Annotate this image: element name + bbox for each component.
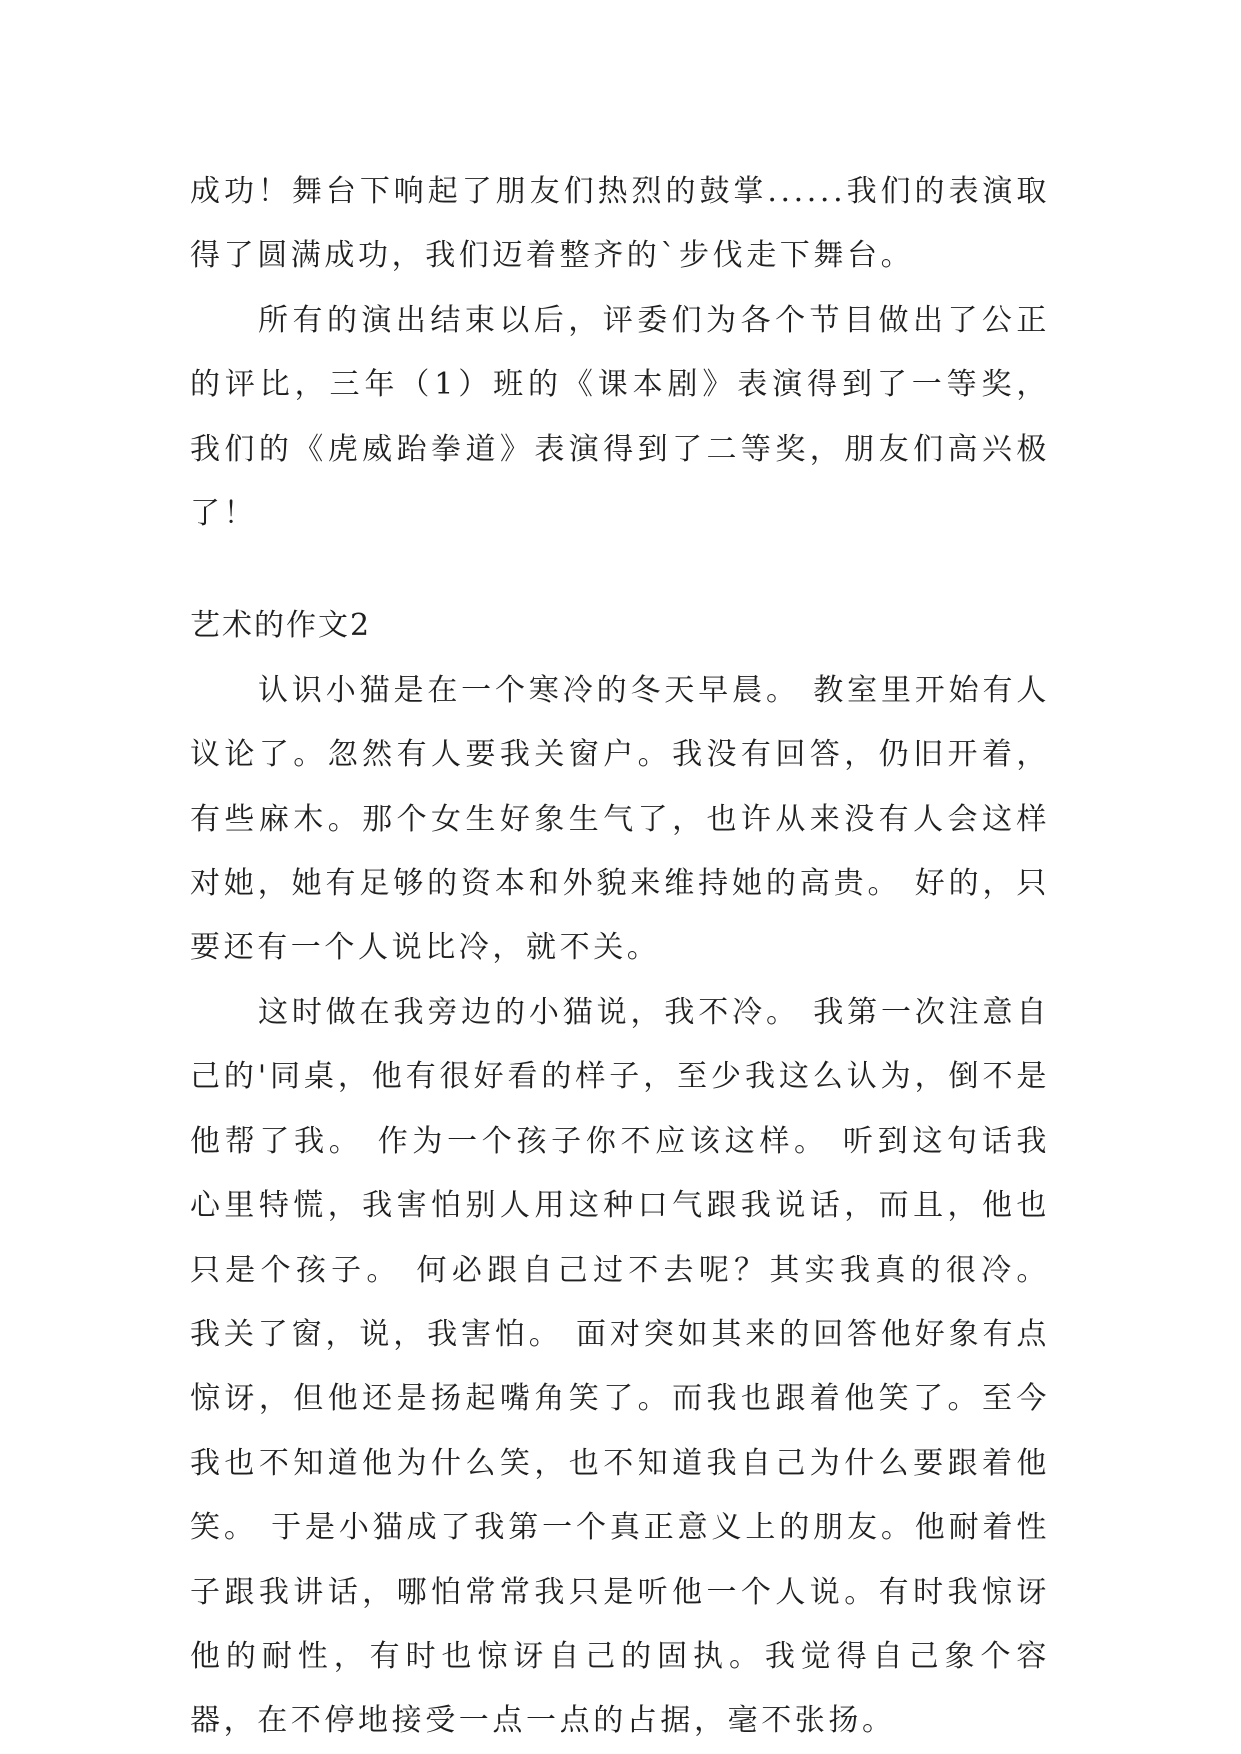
paragraph-award-results: 所有的演出结束以后，评委们为各个节目做出了公正的评比，三年（1）班的《课本剧》表演得到了一等奖，我们的《虎威跆拳道》表演得到了二等奖，朋友们高兴极了！ [190, 302, 1050, 532]
paragraph-meeting-kitten: 认识小猫是在一个寒冷的冬天早晨。 教室里开始有人议论了。忽然有人要我关窗户。我没有回答，仍旧开着，有些麻木。那个女生好象生气了，也许从来没有人会这样对她，她有足够的资本和外貌来维持她的高贵。 好的，只要还有一个人说比冷，就不关。 [190, 672, 1050, 966]
paragraph-desk-mate: 这时做在我旁边的小猫说，我不冷。 我第一次注意自己的'同桌，他有很好看的样子，至少我这么认为，倒不是他帮了我。 作为一个孩子你不应该这样。 听到这句话我心里特慌，我害怕别人用这种口气跟我说话，而且，他也只是个孩子。 何必跟自己过不去呢？其实我真的很冷。 我关了窗，说，我害怕。 面对突如其来的回答他好象有点惊讶，但他还是扬起嘴角笑了。而我也跟着他笑了。至今我也不知道他为什么笑，也不知道我自己为什么要跟着他笑。 于是小猫成了我第一个真正意义上的朋友。他耐着性子跟我讲话，哪怕常常我只是听他一个人说。有时我惊讶他的耐性，有时也惊讶自己的固执。我觉得自己象个容器，在不停地接受一点一点的占据，毫不张扬。 [190, 994, 1050, 1739]
section-divider-space [190, 546, 1050, 594]
paragraph-performance-success: 成功！舞台下响起了朋友们热烈的鼓掌......我们的表演取得了圆满成功，我们迈着整齐的`步伐走下舞台。 [190, 174, 1050, 274]
document-page [190, 160, 1050, 1754]
essay-heading: 艺术的作文2 [190, 608, 372, 644]
